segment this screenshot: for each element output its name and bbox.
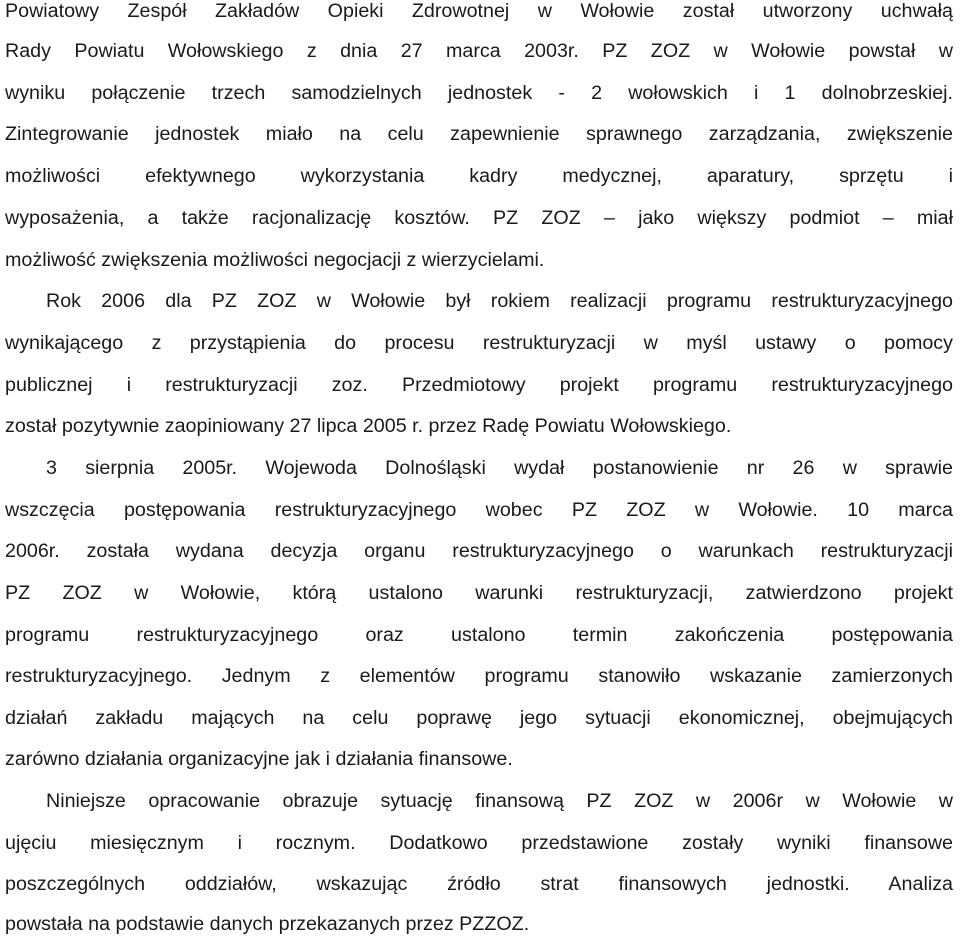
text-line-7: możliwość zwiększenia możliwości negocjacji z wierzycielami. [5,249,545,271]
text-line-14: 2006r. została wydana decyzja organu restrukturyzacyjnego o warunkach restrukturyzacji [5,540,953,562]
text-line-16: programu restrukturyzacyjnego oraz ustalono termin zakończenia postępowania [5,624,953,646]
text-line-20: Niniejsze opracowanie obrazuje sytuację finansową PZ ZOZ w 2006r w Wołowie w [46,790,953,812]
text-line-12: 3 sierpnia 2005r. Wojewoda Dolnośląski wydał postanowienie nr 26 w sprawie [46,457,953,479]
text-line-9: wynikającego z przystąpienia do procesu restrukturyzacji w myśl ustawy o pomocy [5,332,953,354]
text-line-10: publicznej i restrukturyzacji zoz. Przedmiotowy projekt programu restrukturyzacyjnego [5,374,953,396]
text-line-19: zarówno działania organizacyjne jak i działania finansowe. [5,748,513,770]
text-line-5: możliwości efektywnego wykorzystania kadry medycznej, aparatury, sprzętu i [5,165,953,187]
text-line-11: został pozytywnie zaopiniowany 27 lipca 2005 r. przez Radę Powiatu Wołowskiego. [5,415,732,437]
text-line-15: PZ ZOZ w Wołowie, którą ustalono warunki restrukturyzacji, zatwierdzono projekt [5,582,953,604]
text-line-23: powstała na podstawie danych przekazanych przez PZZOZ. [5,913,530,935]
text-line-4: Zintegrowanie jednostek miało na celu zapewnienie sprawnego zarządzania, zwiększenie [5,123,953,145]
text-line-2: Rady Powiatu Wołowskiego z dnia 27 marca 2003r. PZ ZOZ w Wołowie powstał w [5,40,953,62]
text-line-8: Rok 2006 dla PZ ZOZ w Wołowie był rokiem realizacji programu restrukturyzacyjnego [46,290,953,312]
text-line-1: Powiatowy Zespół Zakładów Opieki Zdrowotnej w Wołowie został utworzony uchwałą [5,0,953,22]
text-line-13: wszczęcia postępowania restrukturyzacyjnego wobec PZ ZOZ w Wołowie. 10 marca [5,499,953,521]
text-line-22: poszczególnych oddziałów, wskazując źródło strat finansowych jednostki. Analiza [5,873,953,895]
text-line-18: działań zakładu mających na celu poprawę jego sytuacji ekonomicznej, obejmujących [5,707,953,729]
text-line-3: wyniku połączenie trzech samodzielnych jednostek - 2 wołowskich i 1 dolnobrzeskiej. [5,82,953,104]
text-line-21: ujęciu miesięcznym i rocznym. Dodatkowo przedstawione zostały wyniki finansowe [5,832,953,854]
text-line-17: restrukturyzacyjnego. Jednym z elementów programu stanowiło wskazanie zamierzonych [5,665,953,687]
text-line-6: wyposażenia, a także racjonalizację kosztów. PZ ZOZ – jako większy podmiot – miał [5,207,953,229]
